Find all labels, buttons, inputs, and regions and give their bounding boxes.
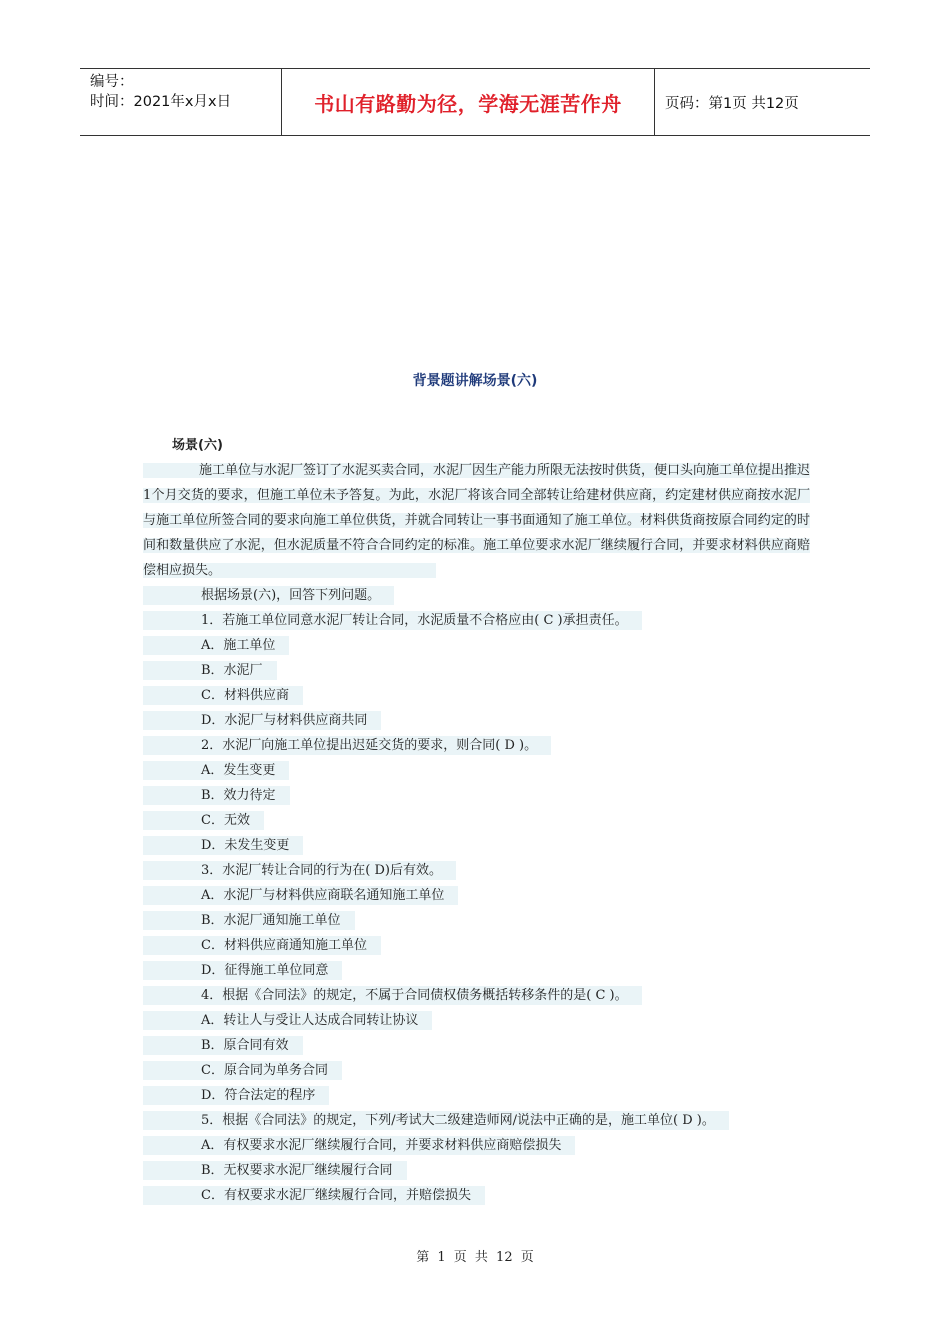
page-footer: 第 1 页 共 12 页	[416, 1250, 534, 1265]
document-title: 背景题讲解场景(六)	[412, 373, 538, 389]
list-item: 根据场景(六)，回答下列问题。	[143, 583, 843, 608]
list-item: C．材料供应商	[143, 683, 843, 708]
list-item: 4．根据《合同法》的规定，不属于合同债权债务概括转移条件的是( C )。	[143, 983, 843, 1008]
list-item: 3．水泥厂转让合同的行为在( D)后有效。	[143, 858, 843, 883]
list-item: D．水泥厂与材料供应商共同	[143, 708, 843, 733]
list-item: 5．根据《合同法》的规定，下列/考试大二级建造师网/说法中正确的是，施工单位( D )。	[143, 1108, 843, 1133]
document-number-label: 编号：	[90, 74, 134, 90]
document-time-label: 时间：2021年x月x日	[90, 94, 232, 110]
list-item: C．无效	[143, 808, 843, 833]
list-item: D．征得施工单位同意	[143, 958, 843, 983]
list-item: A．施工单位	[143, 633, 843, 658]
list-item: D．未发生变更	[143, 833, 843, 858]
scenario-text: 施工单位与水泥厂签订了水泥买卖合同，水泥厂因生产能力所限无法按时供货，便口头向施工单位提出推迟1个月交货的要求，但施工单位未予答复。为此，水泥厂将该合同全部转让给建材供应商，约定建材供应商按水泥厂与施工单位所签合同的要求向施工单位供货，并就合同转让一事书面通知了施工单位。材料供货商按原合同约定的时间和数量供应了水泥，但水泥质量不符合合同约定的标准。施工单位要求水泥厂继续履行合同，并要求材料供应商赔偿相应损失。	[143, 463, 811, 578]
list-item: C．有权要求水泥厂继续履行合同，并赔偿损失	[143, 1183, 843, 1208]
list-item: B．水泥厂	[143, 658, 843, 683]
list-item: C．原合同为单务合同	[143, 1058, 843, 1083]
list-item: A．有权要求水泥厂继续履行合同，并要求材料供应商赔偿损失	[143, 1133, 843, 1158]
scenario-paragraph	[143, 458, 810, 583]
list-item: C．材料供应商通知施工单位	[143, 933, 843, 958]
list-item: B．无权要求水泥厂继续履行合同	[143, 1158, 843, 1183]
list-item: 1．若施工单位同意水泥厂转让合同，水泥质量不合格应由( C )承担责任。	[143, 608, 843, 633]
scene-label: 场景(六)	[172, 438, 223, 453]
header-meta-cell	[80, 69, 282, 135]
list-item: B．水泥厂通知施工单位	[143, 908, 843, 933]
header-table	[80, 68, 870, 136]
list-item: B．效力待定	[143, 783, 843, 808]
list-item: 2．水泥厂向施工单位提出迟延交货的要求，则合同( D )。	[143, 733, 843, 758]
list-item: B．原合同有效	[143, 1033, 843, 1058]
list-item: A．发生变更	[143, 758, 843, 783]
list-item: A．转让人与受让人达成合同转让协议	[143, 1008, 843, 1033]
list-item: A．水泥厂与材料供应商联名通知施工单位	[143, 883, 843, 908]
question-list	[143, 583, 843, 1208]
header-page-info: 页码：第1页 共12页	[665, 95, 799, 112]
list-item: D．符合法定的程序	[143, 1083, 843, 1108]
header-motto: 书山有路勤为径，学海无涯苦作舟	[282, 69, 655, 135]
